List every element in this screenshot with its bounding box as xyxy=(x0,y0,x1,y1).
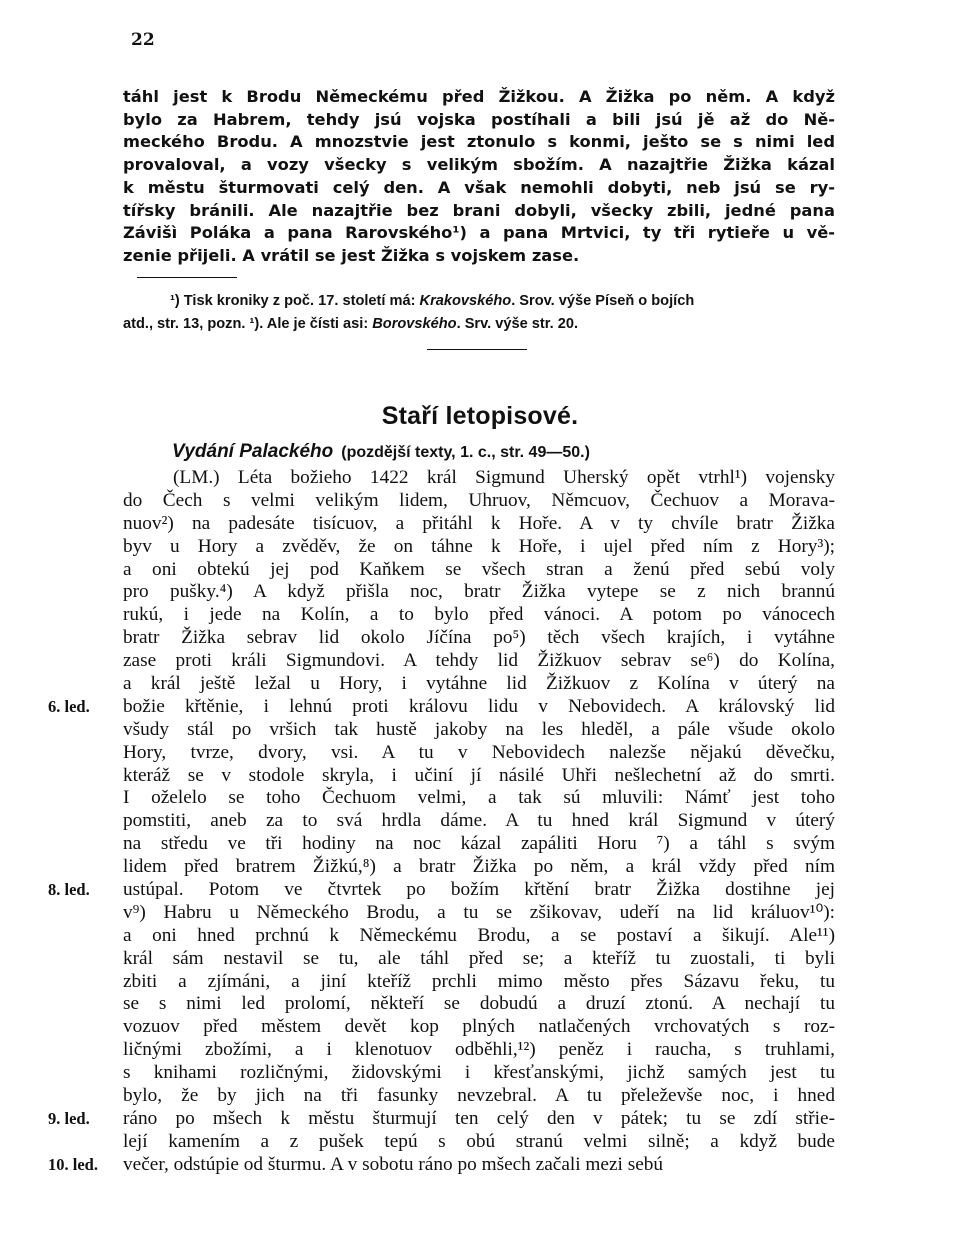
text-line: a oni obtekú jej pod Kaňkem se všech stran a ženú před sebú voly xyxy=(123,558,835,580)
footnote-text: . Srov. výše Píseň o bojích xyxy=(511,293,695,309)
text-line: v⁹) Habru u Německého Brodu, a tu se zšikovav, udeří na lid králuov¹⁰): xyxy=(123,901,835,923)
text-line: táhl jest k Brodu Německému před Žižkou. A Žižka po něm. A když xyxy=(123,87,835,106)
footnote xyxy=(123,290,835,336)
edition-name: Vydání Palackého xyxy=(172,441,334,462)
text-line: (LM.) Léta božieho 1422 král Sigmund Uherský opět vtrhl¹) vojensky xyxy=(173,467,835,488)
text-line: ráno po mšech k městu šturmují ten celý den v pátek; tu se zdí střie- xyxy=(123,1107,835,1129)
text-line: s knihami rozličnými, židovskými i křesťanskými, jichž samých jest tu xyxy=(123,1062,835,1084)
text-line: rukú, i jede na Kolín, a to bylo před vánoci. A potom po vánocech xyxy=(123,604,835,626)
text-line: božie křtěnie, i lehnú proti královu lidu v Nebovidech. A královský lid xyxy=(123,695,835,717)
text-line: ličnými zbožími, a i klenotuov odběhli,¹²) peněz i raucha, s truhlami, xyxy=(123,1039,835,1061)
text-line: provaloval, a vozy všecky s velikým sbožím. A nazajtřie Žižka kázal xyxy=(123,155,835,175)
text-line: kteráž se v stodole skryla, i učiní jí násilé Uhři nešlechetní až do smrti. xyxy=(123,764,835,786)
text-line: do Čech s velmi velikým lidem, Uhruov, Němcuov, Čechuov a Morava- xyxy=(123,489,835,511)
text-line: Závišì Poláka a pana Rarovského¹) a pana Mrtvici, ty tři rytieře u vě- xyxy=(123,223,835,243)
text-line: bylo, že by jich na tři fasunky nevzebral. A tu přeleževše noc, i hned xyxy=(123,1085,835,1107)
footnote-text: ¹) Tisk kroniky z poč. 17. století má: xyxy=(170,293,420,309)
text-line: Hory, tvrze, dvory, vsi. A tu v Nebovidech nalezše nějakú děvečku, xyxy=(123,741,835,763)
text-line: ustúpal. Potom ve čtvrtek po božím křtění bratr Žižka dostihne jej xyxy=(123,879,835,901)
text-line: tířsky bránili. Ale nazajtřie bez brani dobyli, všecky zbili, jedné pana xyxy=(123,200,835,220)
text-line: zase proti králi Sigmundovi. A tehdy lid Žižkuov sebrav se⁶) do Kolína, xyxy=(123,650,835,672)
text-line: zbiti a zjímáni, a jiní kteříž prchli mimo město přes Sázavu řeku, tu xyxy=(123,970,835,992)
edition-details: (pozdější texty, 1. c., str. 49—50.) xyxy=(341,444,590,461)
text-line: k městu šturmovati celý den. A však nemohli dobyti, neb jsú se ry- xyxy=(123,177,835,197)
footnote-line-2 xyxy=(123,313,835,336)
text-line: a oni hned prchnú k Německému Brodu, a se postaví a šikují. Ale¹¹) xyxy=(123,924,835,946)
footnote-italic: Krakovského xyxy=(419,293,512,309)
text-line: pro pušky.⁴) A když přišla noc, bratr Žižka vytepe se z nich brannú xyxy=(123,581,835,603)
text-line: večer, odstúpie od šturmu. A v sobotu ráno po mšech začali mezi sebú xyxy=(123,1153,664,1175)
text-line: se s nimi led prolomí, někteří se dobudú a druzí ztonú. A nechají tu xyxy=(123,993,835,1015)
footnote-text: atd., str. 13, pozn. ¹). Ale je čísti asi: xyxy=(123,316,373,332)
margin-date: 8. led. xyxy=(48,880,90,899)
footnote-text: . Srv. výše str. 20. xyxy=(456,316,579,332)
margin-date: 9. led. xyxy=(48,1109,90,1128)
footnote-italic: Borovského xyxy=(372,316,457,332)
text-line: král sám nestavil se tu, ale táhl před se; a kteříž tu zuostali, ti byli xyxy=(123,947,835,969)
text-line: na středu ve tři hodiny na noc kázal zapáliti Horu ⁷) a táhl s svým xyxy=(123,833,835,855)
text-line: bylo za Habrem, tehdy jsú vojska postíhali a bili jsú jě až do Ně- xyxy=(123,109,835,129)
footnote-separator xyxy=(137,277,237,278)
text-line: bratr Žižka sebrav lid okolo Jíčína po⁵) těch všech krajích, i vytáhne xyxy=(123,627,835,649)
page-number: 22 xyxy=(131,30,155,50)
section-title: Staří letopisové. xyxy=(381,402,579,430)
text-line: byv u Hory a zvěděv, že on táhne k Hoře, i ujel před ním z Hory³); xyxy=(123,535,835,557)
text-line: všudy stál po vršich tak hustě jakoby na les hleděl, a pále všude okolo xyxy=(123,718,835,740)
margin-date: 6. led. xyxy=(48,697,90,716)
chronicle-text-top xyxy=(123,86,835,268)
margin-date: 10. led. xyxy=(48,1155,98,1174)
section-divider xyxy=(427,349,527,350)
chronicle-text-main xyxy=(123,467,835,1177)
text-line: zenie přijeli. A vrátil se jest Žižka s vojskem zase. xyxy=(123,245,580,265)
text-line: lidem před bratrem Žižkú,⁸) a bratr Žižka po něm, a král vždy před ním xyxy=(123,856,835,878)
text-line: vozuov před městem devět kop plných natlačených vrchovatých s roz- xyxy=(123,1016,835,1038)
footnote-line-1 xyxy=(123,290,835,313)
text-line: I oželelo se toho Čechuom velmi, a tak sú mluvili: Námť jest toho xyxy=(123,787,835,809)
edition-line xyxy=(172,441,590,463)
text-line: lejí kamením a z pušek tepú s obú stranú velmi silně; a když bude xyxy=(123,1130,835,1152)
text-line: pomstiti, aneb za to svá hrdla dáme. A tu hned král Sigmund v úterý xyxy=(123,810,835,832)
text-line: meckého Brodu. A mnozstvie jest ztonulo s konmi, ješto se s nimi led xyxy=(123,132,835,152)
text-line: nuov²) na padesáte tisícuov, a přitáhl k Hoře. A v ty chvíle bratr Žižka xyxy=(123,512,835,534)
text-line: a král ještě ležal u Hory, i vytáhne lid Žižkuov z Kolína v úterý na xyxy=(123,673,835,695)
